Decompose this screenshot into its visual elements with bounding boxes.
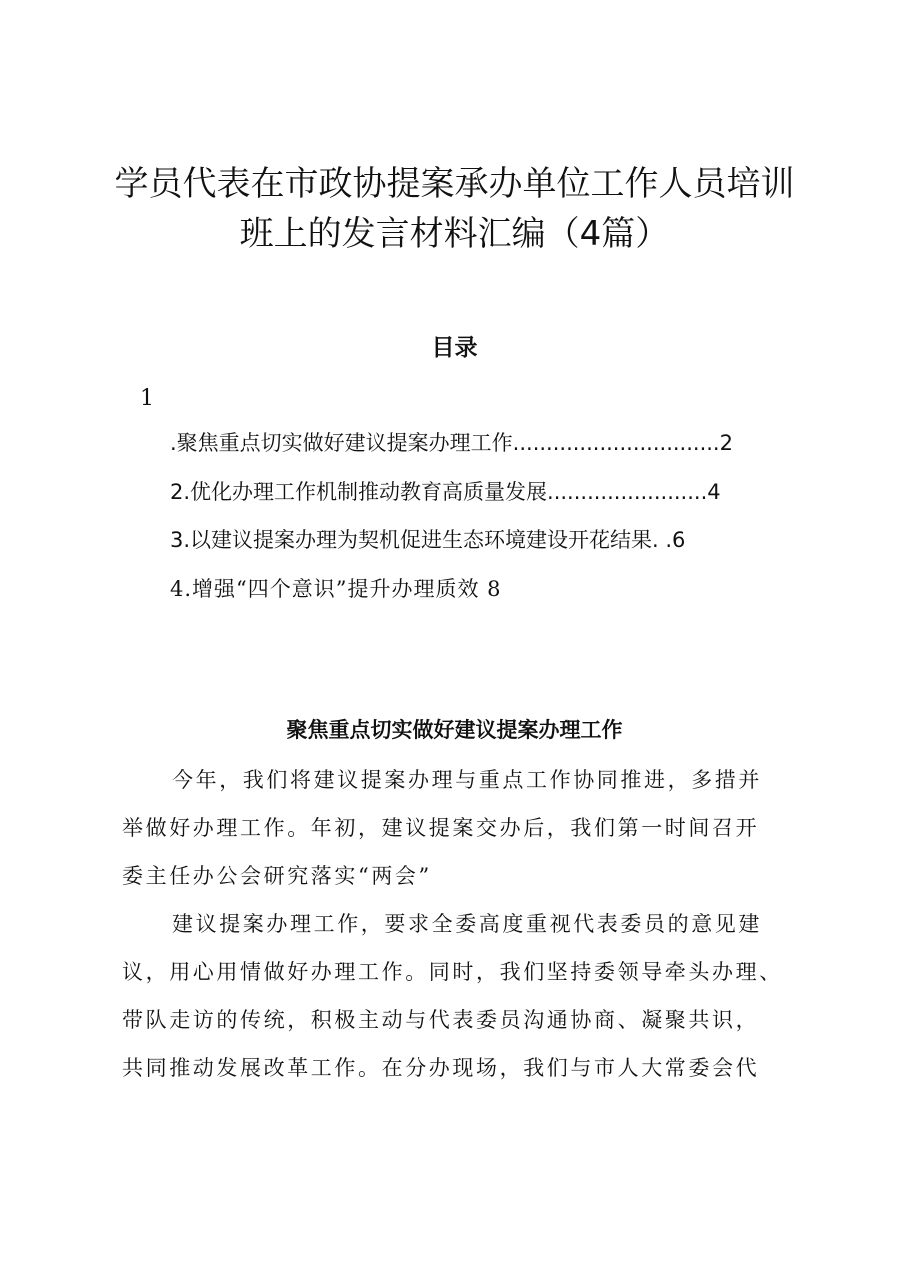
body-line-1: 今年，我们将建议提案办理与重点工作协同推进，多措并 <box>172 768 762 792</box>
document-title-line-2: 班上的发言材料汇编（4篇） <box>239 214 670 254</box>
body-line-5: 议，用心用情做好办理工作。同时，我们坚持委领导牵头办理、 <box>122 960 783 984</box>
body-line-6: 带队走访的传统，积极主动与代表委员沟通协商、凝聚共识， <box>122 1008 760 1032</box>
body-line-2: 举做好办理工作。年初，建议提案交办后，我们第一时间召开 <box>122 816 760 840</box>
toc-item-4[interactable]: 4.增强“四个意识”提升办理质效 8 <box>170 577 502 601</box>
document-title-line-1: 学员代表在市政协提案承办单位工作人员培训 <box>114 164 795 204</box>
toc-heading: 目录 <box>431 334 478 361</box>
section-heading: 聚焦重点切实做好建议提案办理工作 <box>286 717 623 742</box>
toc-item-2[interactable]: 2.优化办理工作机制推动教育高质量发展........................4 <box>170 480 721 504</box>
body-line-4: 建议提案办理工作，要求全委高度重视代表委员的意见建 <box>172 912 762 936</box>
toc-item-3[interactable]: 3.以建议提案办理为契机促进生态环境建设开花结果. .6 <box>170 528 686 552</box>
toc-item-1[interactable]: .聚焦重点切实做好建议提案办理工作...............................2 <box>170 431 733 455</box>
toc-marker: 1 <box>140 386 154 411</box>
body-line-7: 共同推动发展改革工作。在分办现场，我们与市人大常委会代 <box>122 1056 760 1080</box>
body-line-3: 委主任办公会研究落实“两会” <box>122 864 432 888</box>
